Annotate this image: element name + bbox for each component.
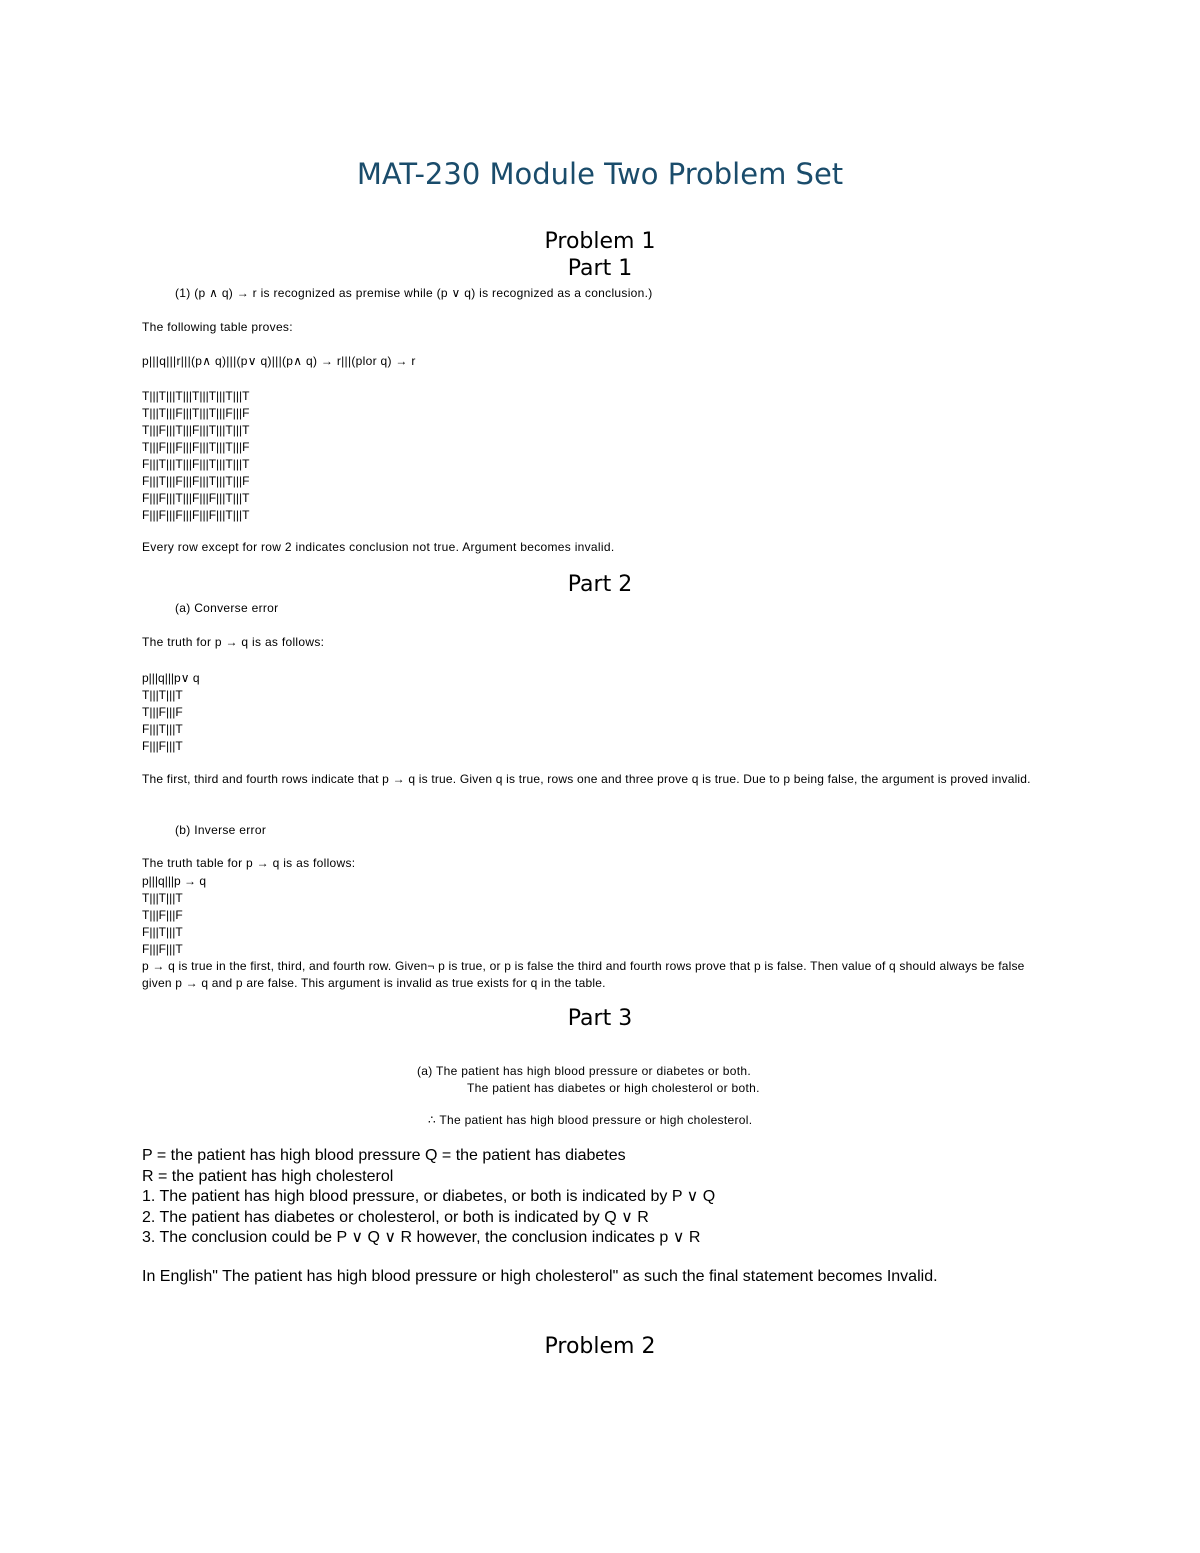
list-item: P = the patient has high blood pressure Q = the patient has diabetes [142, 1147, 626, 1164]
table-row: T|||F|||F [142, 908, 183, 922]
table-row: F|||T|||T [142, 722, 183, 736]
table-row: T|||T|||T|||T|||T|||T|||T [142, 389, 250, 403]
table-row: F|||F|||T|||F|||F|||T|||T [142, 491, 250, 505]
part2-table-b [142, 873, 206, 958]
part3-heading: Part 3 [567, 1006, 633, 1031]
part1-truth-table [142, 388, 249, 524]
part2-item-a: (a) Converse error [175, 601, 279, 615]
document-title: MAT-230 Module Two Problem Set [356, 157, 844, 191]
part3-conclusion: ∴ The patient has high blood pressure or high cholesterol. [428, 1113, 753, 1127]
part1-conclusion: Every row except for row 2 indicates conclusion not true. Argument becomes invalid. [142, 540, 615, 554]
part3-premise-2: The patient has diabetes or high cholesterol or both. [467, 1081, 760, 1095]
part2-intro-b: The truth table for p → q is as follows: [142, 856, 356, 870]
part2-text-a: The first, third and fourth rows indicate that p → q is true. Given q is true, rows one and three prove q is true. Due to p being false, the argument is proved invalid. [142, 772, 1031, 786]
table-row: T|||T|||F|||T|||T|||F|||F [142, 406, 250, 420]
part1-item: (1) (p ∧ q) → r is recognized as premise while (p ∨ q) is recognized as a conclusion.) [175, 286, 653, 300]
table-row: F|||F|||T [142, 739, 183, 753]
part2-item-b: (b) Inverse error [175, 823, 267, 837]
problem1-heading: Problem 1 [544, 229, 656, 254]
table-row: T|||F|||F|||F|||T|||T|||F [142, 440, 250, 454]
part2-heading: Part 2 [567, 572, 633, 597]
list-item: 3. The conclusion could be P ∨ Q ∨ R however, the conclusion indicates p ∨ R [142, 1229, 701, 1246]
table-row: F|||F|||T [142, 942, 183, 956]
part2-table-a [142, 670, 200, 755]
part3-premise-1: (a) The patient has high blood pressure or diabetes or both. [417, 1064, 751, 1078]
part3-english: In English" The patient has high blood pressure or high cholesterol" as such the final statement becomes Invalid. [142, 1268, 938, 1285]
part3-definitions [142, 1146, 715, 1249]
part1-heading: Part 1 [567, 256, 633, 281]
list-item: R = the patient has high cholesterol [142, 1167, 394, 1185]
list-item: 2. The patient has diabetes or cholesterol, or both is indicated by Q ∨ R [142, 1208, 649, 1226]
part1-table-header: p|||q|||r|||(p∧ q)|||(p∨ q)|||(p∧ q) → r|||(plor q) → r [142, 354, 416, 368]
table-row: T|||F|||T|||F|||T|||T|||T [142, 423, 250, 437]
problem2-heading: Problem 2 [544, 1334, 656, 1359]
table-row: F|||T|||F|||F|||T|||T|||F [142, 474, 250, 488]
part2-intro-a: The truth for p → q is as follows: [142, 635, 325, 649]
table-row: F|||F|||F|||F|||F|||T|||T [142, 508, 250, 522]
part2-text-b: p → q is true in the first, third, and fourth row. Given¬ p is true, or p is false the third and fourth rows prove that p is false. Then value of q should always be false given p → q and p are false. This argument is invalid as true exists for q in the table. [142, 959, 1025, 990]
table-row: p|||q|||p → q [142, 874, 207, 888]
table-row: T|||F|||F [142, 705, 183, 719]
part1-intro: The following table proves: [142, 320, 293, 334]
table-row: p|||q|||p∨ q [142, 671, 200, 685]
list-item: 1. The patient has high blood pressure, or diabetes, or both is indicated by P ∨ Q [142, 1188, 716, 1205]
table-row: T|||T|||T [142, 891, 183, 905]
table-row: F|||T|||T|||F|||T|||T|||T [142, 457, 250, 471]
table-row: T|||T|||T [142, 688, 183, 702]
table-row: F|||T|||T [142, 925, 183, 939]
